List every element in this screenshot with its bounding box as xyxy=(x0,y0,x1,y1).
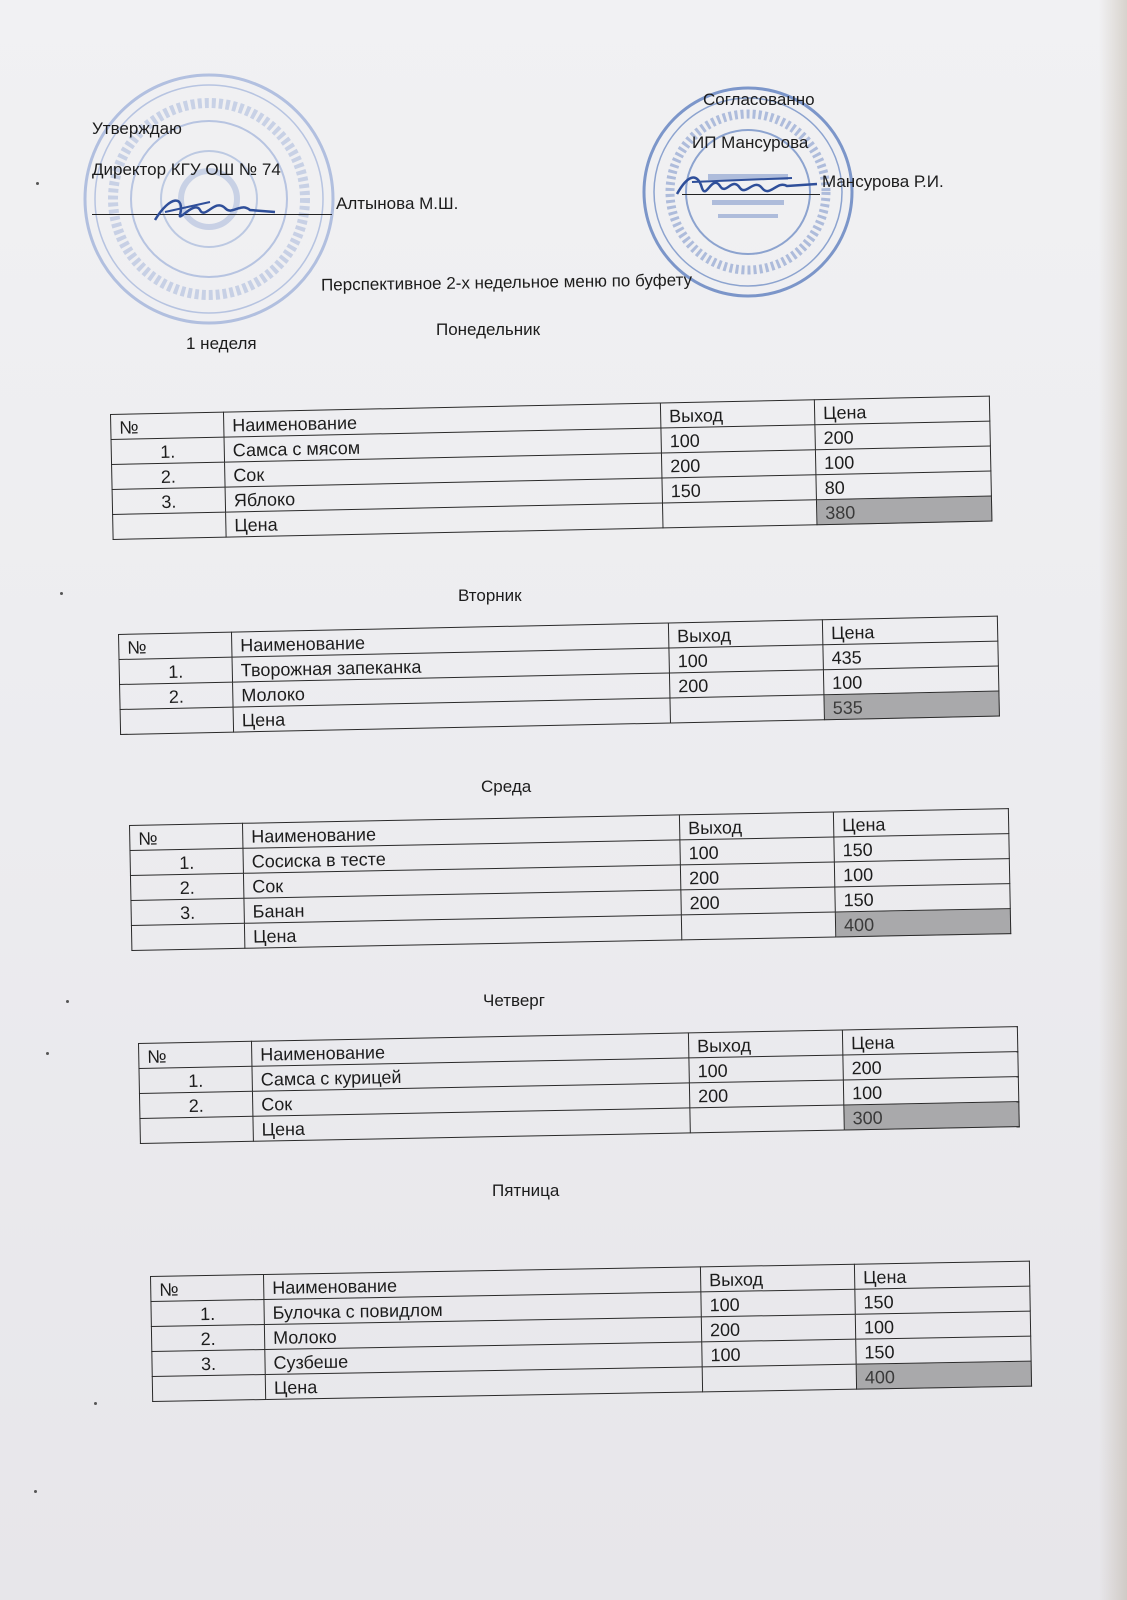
day-title-monday: Понедельник xyxy=(436,320,541,339)
total-label: Цена xyxy=(233,698,670,732)
header-price: Цена xyxy=(854,1261,1029,1289)
row-price: 150 xyxy=(834,834,1009,862)
row-num: 2. xyxy=(120,682,233,709)
menu-table-wednesday xyxy=(129,808,1011,951)
row-output: 200 xyxy=(680,862,834,890)
day-title-friday: Пятница xyxy=(492,1181,560,1200)
menu-table-friday xyxy=(150,1261,1032,1402)
row-name: Банан xyxy=(244,890,681,923)
header-name: Наименование xyxy=(231,623,668,657)
total-price: 380 xyxy=(816,496,991,525)
header-num: № xyxy=(151,1275,264,1302)
total-empty-cell xyxy=(152,1375,265,1402)
row-price: 100 xyxy=(843,1077,1018,1105)
row-price: 200 xyxy=(843,1052,1018,1080)
week-label: 1 неделя xyxy=(186,334,257,353)
row-num: 2. xyxy=(112,462,225,489)
day-title-wednesday: Среда xyxy=(481,777,532,796)
approve-name: Алтынова М.Ш. xyxy=(336,194,459,213)
header-name: Наименование xyxy=(251,1033,688,1066)
header-name: Наименование xyxy=(223,403,660,437)
total-label: Цена xyxy=(226,503,663,537)
menu-table-tuesday xyxy=(118,616,1000,735)
row-price: 100 xyxy=(815,446,990,475)
total-empty-cell xyxy=(113,512,226,539)
header-num: № xyxy=(139,1041,252,1068)
print-dot xyxy=(66,1000,69,1003)
approve-title: Утверждаю xyxy=(92,119,182,138)
row-price: 100 xyxy=(834,859,1009,887)
agreed-signature xyxy=(672,166,822,206)
header-num: № xyxy=(119,632,232,659)
header-price: Цена xyxy=(814,396,989,425)
row-output: 150 xyxy=(662,475,816,503)
row-name: Сок xyxy=(225,453,662,487)
row-output: 200 xyxy=(689,1080,843,1108)
row-num: 2. xyxy=(151,1325,264,1352)
total-price: 400 xyxy=(835,909,1010,937)
print-dot xyxy=(34,1490,37,1493)
row-price: 150 xyxy=(856,1336,1031,1364)
menu-table-thursday xyxy=(138,1026,1020,1144)
row-name: Яблоко xyxy=(225,478,662,512)
total-label: Цена xyxy=(253,1108,690,1141)
day-title-tuesday: Вторник xyxy=(458,586,522,605)
total-output-empty xyxy=(690,1105,844,1133)
total-output-empty xyxy=(670,695,824,723)
approve-signature xyxy=(150,190,280,230)
day-title-thursday: Четверг xyxy=(483,991,545,1010)
total-price: 300 xyxy=(844,1102,1019,1130)
page-edge-shadow xyxy=(1099,0,1127,1600)
print-dot xyxy=(46,1052,49,1055)
header-price: Цена xyxy=(822,616,997,645)
row-price: 100 xyxy=(855,1311,1030,1339)
total-empty-cell xyxy=(120,707,233,734)
row-output: 200 xyxy=(661,450,815,478)
row-num: 2. xyxy=(130,873,243,900)
agreed-org: ИП Мансурова xyxy=(692,133,809,152)
row-name: Сосиска в тесте xyxy=(243,840,680,873)
row-num: 3. xyxy=(131,898,244,925)
row-price: 80 xyxy=(816,471,991,500)
row-num: 1. xyxy=(139,1066,252,1093)
row-name: Сок xyxy=(252,1083,689,1116)
print-dot xyxy=(60,592,63,595)
header-price: Цена xyxy=(842,1027,1017,1055)
row-output: 100 xyxy=(680,837,834,865)
row-num: 1. xyxy=(111,437,224,464)
row-output: 100 xyxy=(701,1289,855,1317)
total-label: Цена xyxy=(244,915,681,948)
total-label: Цена xyxy=(265,1367,702,1400)
row-name: Сок xyxy=(243,865,680,898)
total-output-empty xyxy=(702,1364,856,1392)
header-output: Выход xyxy=(679,812,833,840)
total-output-empty xyxy=(681,912,835,940)
agreed-title: Согласованно xyxy=(703,90,815,109)
row-num: 3. xyxy=(152,1350,265,1377)
row-name: Молоко xyxy=(233,673,670,707)
approve-position: Директор КГУ ОШ № 74 xyxy=(92,160,281,179)
header-name: Наименование xyxy=(263,1267,700,1300)
menu-table-monday xyxy=(110,396,992,540)
row-output: 100 xyxy=(669,645,823,673)
row-price: 150 xyxy=(835,884,1010,912)
document-title: Перспективное 2-х недельное меню по буфету xyxy=(320,270,693,295)
row-output: 200 xyxy=(681,887,835,915)
row-num: 1. xyxy=(119,657,232,684)
row-name: Творожная запеканка xyxy=(232,648,669,682)
header-num: № xyxy=(130,823,243,850)
total-output-empty xyxy=(662,500,816,528)
row-output: 100 xyxy=(661,425,815,453)
row-name: Самса с мясом xyxy=(224,428,661,462)
row-num: 3. xyxy=(112,487,225,514)
row-name: Самса с курицей xyxy=(252,1058,689,1091)
row-output: 100 xyxy=(702,1339,856,1367)
row-price: 150 xyxy=(855,1286,1030,1314)
row-output: 200 xyxy=(669,670,823,698)
header-output: Выход xyxy=(688,1030,842,1058)
header-price: Цена xyxy=(833,809,1008,837)
row-output: 200 xyxy=(701,1314,855,1342)
row-num: 1. xyxy=(130,848,243,875)
row-name: Молоко xyxy=(264,1317,701,1350)
row-output: 100 xyxy=(689,1055,843,1083)
header-output: Выход xyxy=(668,620,822,648)
print-dot xyxy=(94,1402,97,1405)
total-empty-cell xyxy=(131,923,244,950)
row-num: 2. xyxy=(139,1091,252,1118)
row-name: Булочка с повидлом xyxy=(264,1292,701,1325)
header-output: Выход xyxy=(700,1264,854,1292)
row-price: 435 xyxy=(823,641,998,670)
row-price: 200 xyxy=(815,421,990,450)
print-dot xyxy=(36,182,39,185)
header-output: Выход xyxy=(660,400,814,428)
total-price: 400 xyxy=(856,1361,1031,1389)
header-num: № xyxy=(111,412,224,439)
agreed-name: Мансурова Р.И. xyxy=(822,172,944,191)
row-name: Сузбеше xyxy=(265,1342,702,1375)
total-empty-cell xyxy=(140,1116,253,1143)
header-name: Наименование xyxy=(242,815,679,848)
total-price: 535 xyxy=(824,691,999,720)
row-price: 100 xyxy=(823,666,998,695)
row-num: 1. xyxy=(151,1300,264,1327)
